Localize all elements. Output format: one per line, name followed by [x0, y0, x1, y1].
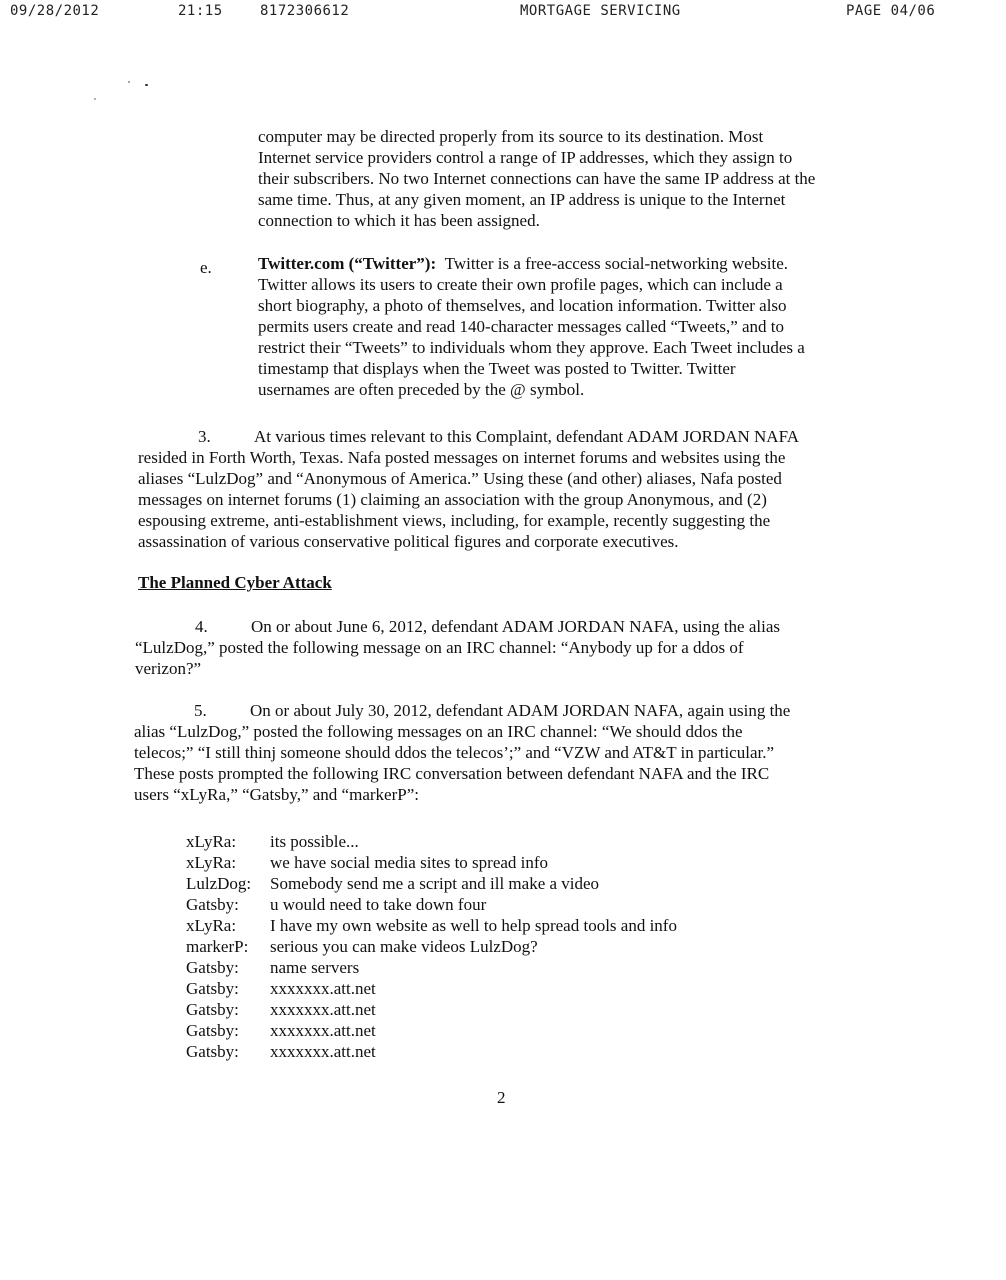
chat-message: serious you can make videos LulzDog? [270, 937, 538, 956]
text-line: resided in Forth Worth, Texas. Nafa posted messages on internet forums and websites using the [138, 448, 786, 467]
chat-message: xxxxxxx.att.net [270, 1021, 376, 1040]
chat-line [186, 852, 786, 873]
text-line: timestamp that displays when the Tweet was posted to Twitter. Twitter [258, 359, 736, 378]
item-content [258, 253, 896, 400]
chat-line [186, 1041, 786, 1062]
text-line: telecos;” “I still thinj someone should ddos the telecos’;” and “VZW and AT&T in particular.” [134, 743, 775, 762]
chat-line [186, 915, 786, 936]
fax-phone: 8172306612 [260, 3, 350, 19]
paragraph-first-line: On or about June 6, 2012, defendant ADAM JORDAN NAFA, using the alias [251, 617, 780, 636]
text-line: Twitter allows its users to create their own profile pages, which can include a [258, 275, 783, 294]
text-line [138, 426, 888, 447]
chat-message: I have my own website as well to help spread tools and info [270, 916, 677, 935]
scan-speck [94, 98, 96, 100]
term-definition: Twitter is a free-access social-networking website. [444, 254, 789, 273]
chat-user: Gatsby: [186, 958, 239, 977]
text-line: These posts prompted the following IRC conversation between defendant NAFA and the IRC [134, 764, 770, 783]
text-line: restrict their “Tweets” to individuals whom they approve. Each Tweet includes a [258, 338, 805, 357]
chat-message: we have social media sites to spread info [270, 853, 549, 872]
chat-line [186, 831, 786, 852]
chat-message: Somebody send me a script and ill make a video [270, 874, 600, 893]
paragraph-5 [134, 700, 874, 805]
text-line: their subscribers. No two Internet connections can have the same IP address at the [258, 169, 816, 188]
continuation-paragraph [258, 126, 908, 231]
text-line [135, 616, 865, 637]
paragraph-3 [138, 426, 888, 552]
chat-message: its possible... [270, 832, 359, 851]
chat-user: xLyRa: [186, 916, 237, 935]
text-line: messages on internet forums (1) claiming an association with the group Anonymous, and (2) [138, 490, 767, 509]
text-line: same time. Thus, at any given moment, an IP address is unique to the Internet [258, 190, 786, 209]
paragraph-number: 5. [194, 701, 207, 720]
paragraph-number: 4. [195, 617, 208, 636]
paragraph-number: 3. [198, 427, 211, 446]
text-line: users “xLyRa,” “Gatsby,” and “markerP”: [134, 785, 419, 804]
text-line: permits users create and read 140-character messages called “Tweets,” and to [258, 317, 785, 336]
item-letter: e. [200, 258, 212, 277]
section-heading: The Planned Cyber Attack [138, 573, 332, 592]
fax-date: 09/28/2012 [10, 3, 100, 19]
text-line: Internet service providers control a range of IP addresses, which they assign to [258, 148, 793, 167]
chat-message: xxxxxxx.att.net [270, 1042, 376, 1061]
scan-speck [128, 81, 130, 83]
text-line: alias “LulzDog,” posted the following messages on an IRC channel: “We should ddos the [134, 722, 743, 741]
chat-message: u would need to take down four [270, 895, 487, 914]
paragraph-first-line: At various times relevant to this Complaint, defendant ADAM JORDAN NAFA [254, 427, 800, 446]
chat-user: xLyRa: [186, 832, 237, 851]
scan-speck [145, 84, 148, 86]
chat-line [186, 978, 786, 999]
text-line: assassination of various conservative political figures and corporate executives. [138, 532, 679, 551]
text-line: verizon?” [135, 659, 202, 678]
chat-user: xLyRa: [186, 853, 237, 872]
page-number: 2 [497, 1088, 506, 1107]
text-line: connection to which it has been assigned. [258, 211, 540, 230]
chat-user: LulzDog: [186, 874, 252, 893]
text-line [258, 253, 896, 274]
chat-line [186, 936, 786, 957]
chat-user: Gatsby: [186, 1000, 239, 1019]
fax-time: 21:15 [178, 3, 223, 19]
chat-user: Gatsby: [186, 895, 239, 914]
fax-title: MORTGAGE SERVICING [520, 3, 681, 19]
paragraph-first-line: On or about July 30, 2012, defendant ADAM JORDAN NAFA, again using the [250, 701, 791, 720]
chat-line [186, 873, 786, 894]
fax-header [0, 3, 1006, 23]
chat-user: markerP: [186, 937, 249, 956]
text-line: computer may be directed properly from its source to its destination. Most [258, 127, 764, 146]
chat-line [186, 999, 786, 1020]
chat-user: Gatsby: [186, 979, 239, 998]
paragraph-4 [135, 616, 865, 679]
defined-term: Twitter.com (“Twitter”): [258, 254, 437, 273]
text-line: short biography, a photo of themselves, and location information. Twitter also [258, 296, 787, 315]
text-line [134, 700, 874, 721]
chat-line [186, 1020, 786, 1041]
chat-message: xxxxxxx.att.net [270, 1000, 376, 1019]
chat-message: xxxxxxx.att.net [270, 979, 376, 998]
chat-user: Gatsby: [186, 1021, 239, 1040]
chat-message: name servers [270, 958, 360, 977]
text-line: “LulzDog,” posted the following message on an IRC channel: “Anybody up for a ddos of [135, 638, 744, 657]
text-line: espousing extreme, anti-establishment views, including, for example, recently suggesting the [138, 511, 771, 530]
irc-transcript [186, 831, 786, 1062]
text-line: aliases “LulzDog” and “Anonymous of America.” Using these (and other) aliases, Nafa posted [138, 469, 782, 488]
chat-line [186, 957, 786, 978]
chat-user: Gatsby: [186, 1042, 239, 1061]
fax-page: PAGE 04/06 [846, 3, 936, 19]
text-line: usernames are often preceded by the @ symbol. [258, 380, 585, 399]
chat-line [186, 894, 786, 915]
